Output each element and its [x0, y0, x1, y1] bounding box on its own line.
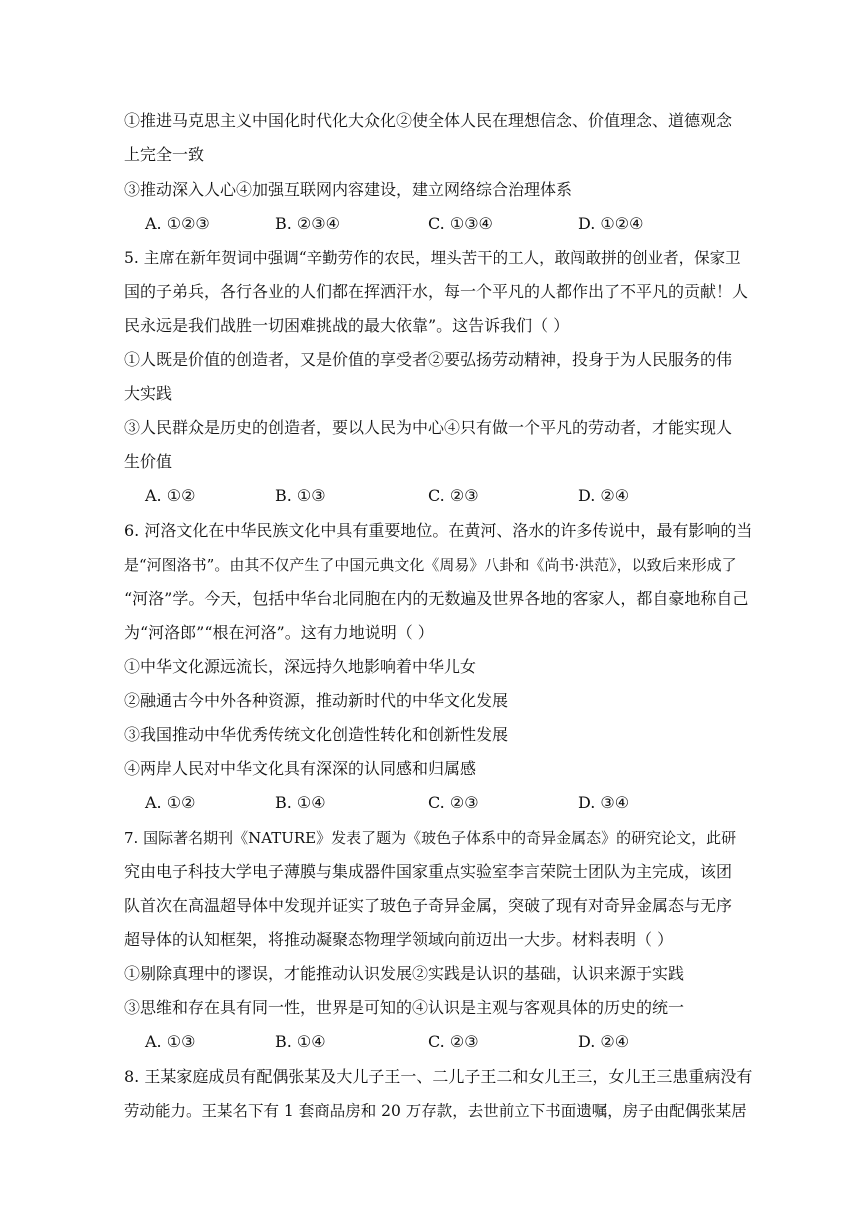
question-8-stem-line: 8. 王某家庭成员有配偶张某及大儿子王一、二儿子王二和女儿王三，女儿王三患重病没有 [124, 1067, 753, 1086]
option-c: C. ②③ [428, 793, 479, 812]
question-6-choice-line: ②融通古今中外各种资源，推动新时代的中华文化发展 [124, 691, 509, 710]
question-4-choice-line: ①推进马克思主义中国化时代化大众化②使全体人民在理想信念、价值理念、道德观念 [124, 111, 733, 130]
option-b: B. ②③④ [275, 214, 340, 233]
question-4-choice-line: 上完全一致 [124, 145, 205, 164]
question-6-choice-line: ①中华文化源远流长，深远持久地影响着中华儿女 [124, 657, 477, 676]
question-6-stem-line: “河洛”学。今天，包括中华台北同胞在内的无数遍及世界各地的客家人，都自豪地称自己 [124, 589, 749, 608]
option-c: C. ②③ [428, 486, 479, 505]
question-7-stem-line: 队首次在高温超导体中发现并证实了玻色子奇异金属，突破了现有对奇异金属态与无序 [124, 896, 733, 915]
option-a: A. ①② [145, 486, 196, 505]
question-7-choice-line: ①剔除真理中的谬误，才能推动认识发展②实践是认识的基础，认识来源于实践 [124, 964, 685, 983]
question-7-stem-line: 究由电子科技大学电子薄膜与集成器件国家重点实验室李言荣院士团队为主完成，该团 [124, 862, 733, 881]
option-d: D. ②④ [578, 1032, 630, 1051]
option-a: A. ①③ [145, 1032, 196, 1051]
question-6-stem-line: 是“河图洛书”。由其不仅产生了中国元典文化《周易》八卦和《尚书·洪范》，以致后来形成了 [124, 556, 737, 574]
question-5-stem-line: 5. 主席在新年贺词中强调“辛勤劳作的农民，埋头苦干的工人，敢闯敢拼的创业者，保家卫 [124, 249, 741, 267]
question-5-choice-line: ③人民群众是历史的创造者，要以人民为中心④只有做一个平凡的劳动者，才能实现人 [124, 418, 733, 437]
question-7-stem-line: 7. 国际著名期刊《NATURE》发表了题为《玻色子体系中的奇异金属态》的研究论文，此研 [124, 829, 737, 847]
question-6-options [145, 793, 745, 813]
question-5-choice-line: 大实践 [124, 384, 173, 403]
option-b: B. ①④ [275, 793, 326, 812]
question-6-stem-line: 6. 河洛文化在中华民族文化中具有重要地位。在黄河、洛水的许多传说中，最有影响的当 [124, 521, 753, 540]
option-c: C. ①③④ [428, 214, 493, 233]
option-d: D. ②④ [578, 486, 630, 505]
option-d: D. ③④ [578, 793, 630, 812]
option-b: B. ①④ [275, 1032, 326, 1051]
question-5-stem-line: 民永远是我们战胜一切困难挑战的最大依靠”。这告诉我们（ ） [124, 316, 570, 335]
question-7-choice-line: ③思维和存在具有同一性，世界是可知的④认识是主观与客观具体的历史的统一 [124, 998, 685, 1017]
option-a: A. ①②③ [145, 214, 210, 233]
question-6-choice-line: ④两岸人民对中华文化具有深深的认同感和归属感 [124, 759, 477, 778]
question-4-choice-line: ③推动深入人心④加强互联网内容建设，建立网络综合治理体系 [124, 180, 573, 199]
option-a: A. ①② [145, 793, 196, 812]
question-6-stem-line: 为“河洛郎”“根在河洛”。这有力地说明（ ） [124, 623, 434, 642]
option-c: C. ②③ [428, 1032, 479, 1051]
question-5-choice-line: ①人既是价值的创造者，又是价值的享受者②要弘扬劳动精神，投身于为人民服务的伟 [124, 350, 733, 369]
question-8-stem-line: 劳动能力。王某名下有 1 套商品房和 20 万存款，去世前立下书面遗嘱，房子由配偶张某居 [124, 1102, 747, 1120]
option-d: D. ①②④ [578, 214, 644, 233]
question-5-options [145, 486, 745, 506]
question-7-stem-line: 超导体的认知框架，将推动凝聚态物理学领域向前迈出一大步。材料表明（ ） [124, 930, 674, 949]
question-7-options [145, 1032, 745, 1052]
question-6-choice-line: ③我国推动中华优秀传统文化创造性转化和创新性发展 [124, 725, 509, 744]
option-b: B. ①③ [275, 486, 326, 505]
question-4-options [145, 214, 745, 234]
question-5-stem-line: 国的子弟兵，各行各业的人们都在挥洒汗水，每一个平凡的人都作出了不平凡的贡献！人 [124, 282, 749, 301]
question-5-choice-line: 生价值 [124, 452, 173, 471]
